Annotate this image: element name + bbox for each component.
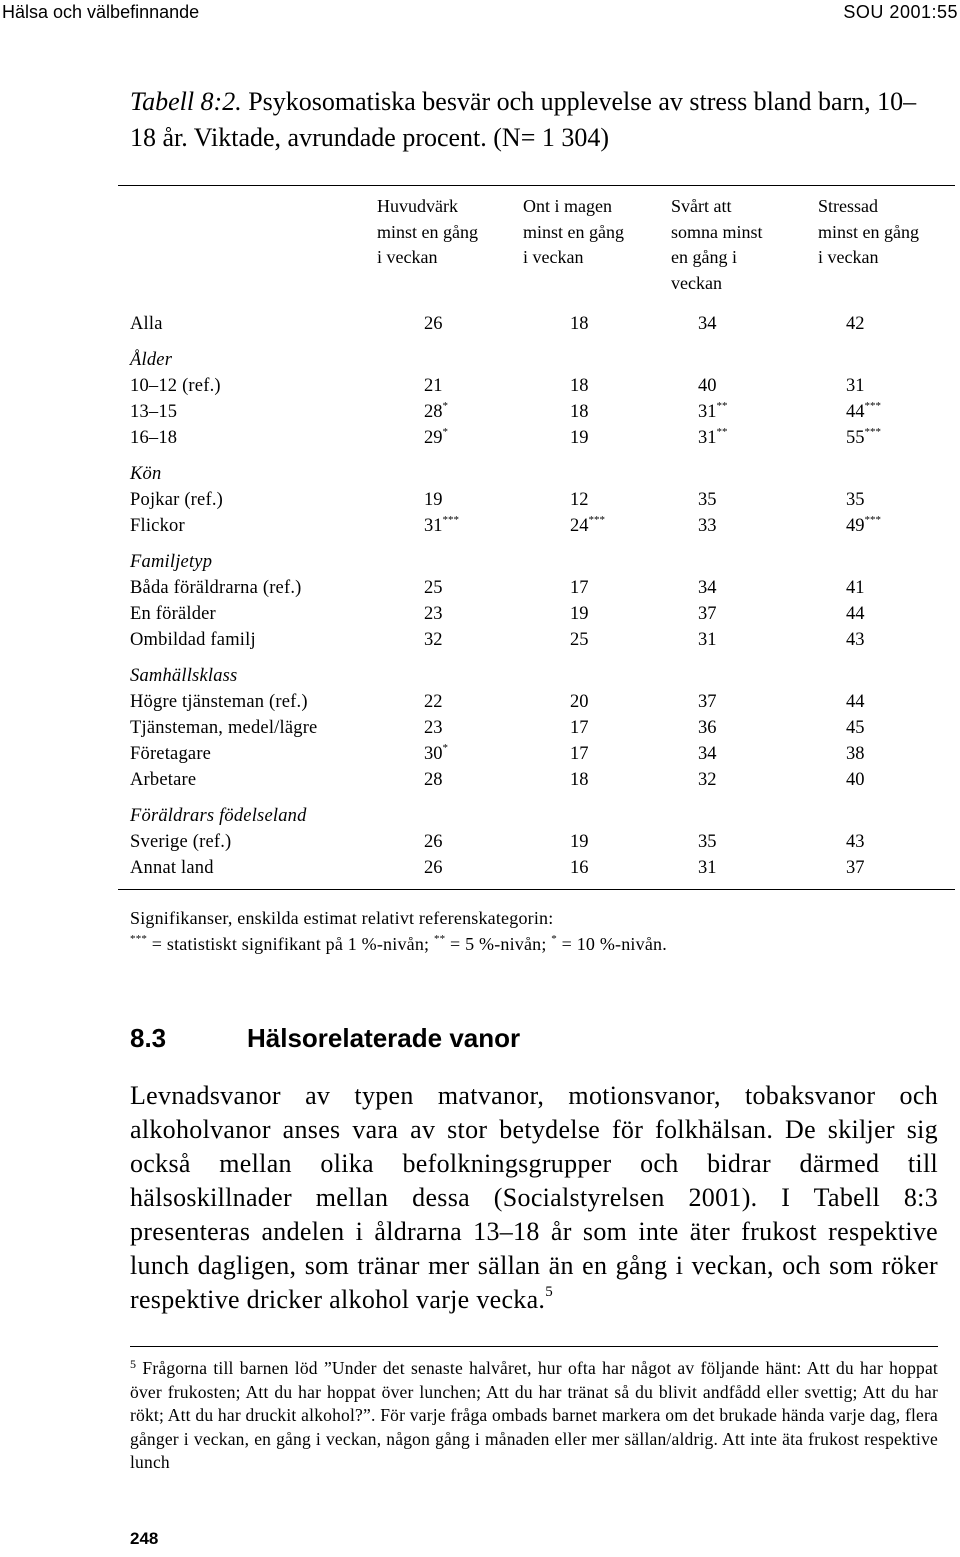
table-cell [424,399,448,425]
row-label: Företagare [130,744,212,764]
cell-value: 29 [424,428,443,448]
table-group-heading [0,461,960,487]
cell-value: 34 [698,578,717,598]
table-row [0,373,960,399]
table-cell [570,487,589,513]
column-header-line: Svårt att [671,196,732,216]
significance-marker: *** [442,514,459,526]
table-cell [698,425,728,451]
cell-value: 37 [698,604,717,624]
cell-value: 30 [424,744,443,764]
table-cell [698,855,717,881]
table-row [0,311,960,337]
table-cell [698,399,728,425]
table-cell [424,627,443,653]
cell-value: 28 [424,770,443,790]
cell-value: 25 [424,578,443,598]
cell-value: 32 [424,630,443,650]
group-label: Samhällsklass [130,666,238,686]
table-cell [570,399,589,425]
cell-value: 35 [698,832,717,852]
table-cell [570,601,589,627]
row-label: Tjänsteman, medel/lägre [130,718,318,738]
row-label: Sverige (ref.) [130,832,232,852]
table-cell [424,741,448,767]
cell-value: 49 [846,516,865,536]
table-cell [846,741,865,767]
cell-value: 17 [570,578,589,598]
cell-value: 35 [846,490,865,510]
table-row [0,741,960,767]
cell-value: 31 [698,402,717,422]
table-cell [846,627,865,653]
table-cell [424,311,443,337]
cell-value: 40 [698,376,717,396]
column-header-line: veckan [671,272,722,293]
group-label: Ålder [130,350,173,370]
table-cell [846,767,865,793]
cell-value: 18 [570,770,589,790]
table-cell [846,855,865,881]
row-label: 16–18 [130,428,178,448]
cell-value: 21 [424,376,443,396]
cell-value: 17 [570,744,589,764]
table-group-heading [0,549,960,575]
table-row [0,575,960,601]
table-row [0,487,960,513]
table-caption-label: Tabell 8:2. [130,87,242,116]
cell-value: 36 [698,718,717,738]
cell-value: 37 [698,692,717,712]
significance-marker: *** [588,514,605,526]
table-cell [424,829,443,855]
footnote-reference: 5 [545,1284,554,1300]
column-header-line: Ont i magen [523,196,612,216]
cell-value: 19 [570,604,589,624]
table-cell [846,487,865,513]
table-cell [698,627,717,653]
table-caption-text: Psykosomatiska besvär och upplevelse av stress bland barn, 10–18 år. Viktade, avrundade procent. (N= 1 304) [130,87,917,152]
significance-marker: *** [864,400,881,412]
row-label: Arbetare [130,770,197,790]
table-cell [570,373,589,399]
cell-value: 31 [698,858,717,878]
table-cell [698,311,717,337]
table-cell [570,741,589,767]
table-cell [846,601,865,627]
table-cell [846,399,881,425]
table-cell [698,829,717,855]
table-cell [570,425,589,451]
table-cell [570,715,589,741]
cell-value: 33 [698,516,717,536]
table-cell [424,689,443,715]
cell-value: 28 [424,402,443,422]
cell-value: 12 [570,490,589,510]
table-cell [424,601,443,627]
table-cell [424,575,443,601]
group-label: Kön [130,464,162,484]
cell-value: 31 [698,630,717,650]
footnote-text: Frågorna till barnen löd ”Under det senaste halvåret, hur ofta har något av följande hänt: Att du har hoppat över frukosten; Att du har hoppat över lunchen; Att du har tränat så du blivit andfådd eller svettig; Att du har rökt; Att du har druckit alkohol?”. För varje fråga ombads barnet markera om det brukade hända varje dag, flera gånger i veckan, en gång i veckan, någon gång i månaden eller mer sällan/aldrig. Att inte äta frukost respektive lunch [130,1358,938,1473]
cell-value: 42 [846,314,865,334]
table-cell [424,487,443,513]
row-label: Ombildad familj [130,630,256,650]
cell-value: 38 [846,744,865,764]
section-number: 8.3 [130,1023,167,1053]
table-group-heading [0,663,960,689]
table-note-line-1: Signifikanser, enskilda estimat relativt referenskategorin: [130,908,554,928]
footnote-separator [130,1346,938,1347]
row-label: Pojkar (ref.) [130,490,224,510]
running-header-title: Hälsa och välbefinnande [2,2,200,22]
table-cell [698,689,717,715]
cell-value: 37 [846,858,865,878]
body-paragraph: Levnadsvanor av typen matvanor, motionsvanor, tobaksvanor och alkoholvanor anses vara av stor betydelse för folkhälsan. De skiljer sig också mellan olika befolkningsgrupper och bidrar därmed till hälsoskillnader mellan dessa (Socialstyrelsen 2001). I Tabell 8:3 presenteras andelen i åldrarna 13–18 år som inte äter frukost respektive lunch dagligen, som tränar mer sällan än en gång i veckan, och som röker respektive dricker alkohol varje vecka.$^5$ [130,1081,938,1314]
significance-marker: * [442,400,448,412]
running-header-report-id: SOU 2001:55 [843,2,958,22]
cell-value: 16 [570,858,589,878]
column-header-1 [377,194,478,271]
footnote-marker: 5 [130,1357,137,1371]
column-header-line: en gång i [671,247,737,267]
cell-value: 18 [570,314,589,334]
cell-value: 24 [570,516,589,536]
cell-value: 18 [570,402,589,422]
table-cell [698,601,717,627]
column-header-line: minst en gång [377,221,478,242]
table-cell [698,513,717,539]
column-header-line: Huvudvärk [377,196,458,216]
table-group-heading [0,803,960,829]
footnote [130,1357,938,1475]
cell-value: 44 [846,692,865,712]
table-cell [846,373,865,399]
cell-value: 31 [424,516,443,536]
table-row [0,689,960,715]
table-top-rule [118,185,955,186]
cell-value: 22 [424,692,443,712]
table-cell [570,767,589,793]
table-cell [570,829,589,855]
row-label: Annat land [130,858,214,878]
cell-value: 20 [570,692,589,712]
table-row [0,767,960,793]
cell-value: 44 [846,604,865,624]
cell-value: 32 [698,770,717,790]
table-row [0,513,960,539]
column-header-line: minst en gång [818,221,919,242]
table-row [0,399,960,425]
cell-value: 23 [424,604,443,624]
significance-marker: * [442,426,448,438]
table-cell [846,715,865,741]
table-bottom-rule [118,889,955,890]
page-number: 248 [130,1529,159,1548]
table-cell [846,425,881,451]
table-row [0,829,960,855]
table-cell [570,513,605,539]
table-caption [130,84,940,156]
table-cell [424,767,443,793]
cell-value: 55 [846,428,865,448]
cell-value: 40 [846,770,865,790]
table-cell [698,487,717,513]
cell-value: 34 [698,744,717,764]
column-header-line: somna minst [671,221,763,242]
table-cell [570,627,589,653]
table-row [0,601,960,627]
column-header-line: minst en gång [523,221,624,242]
cell-value: 26 [424,314,443,334]
section-title: Hälsorelaterade vanor [247,1023,521,1053]
cell-value: 26 [424,858,443,878]
row-label: Båda föräldrarna (ref.) [130,578,302,598]
significance-marker: ** [716,426,728,438]
table-cell [698,741,717,767]
table-cell [424,373,443,399]
table-cell [846,689,865,715]
table-cell [698,575,717,601]
table-note [130,905,667,957]
row-label: Högre tjänsteman (ref.) [130,692,308,712]
table-row [0,425,960,451]
column-header-3 [671,194,763,296]
cell-value: 31 [698,428,717,448]
table-cell [424,715,443,741]
significance-marker: *** [864,426,881,438]
column-header-4 [818,194,919,271]
cell-value: 19 [570,832,589,852]
row-label: En förälder [130,604,216,624]
cell-value: 45 [846,718,865,738]
cell-value: 43 [846,630,865,650]
table-row [0,715,960,741]
cell-value: 18 [570,376,589,396]
table-cell [698,715,717,741]
cell-value: 19 [570,428,589,448]
row-label: 13–15 [130,402,178,422]
cell-value: 43 [846,832,865,852]
table-row [0,627,960,653]
group-label: Föräldrars födelseland [130,806,307,826]
table-cell [424,855,443,881]
table-row [0,855,960,881]
table-group-heading [0,347,960,373]
cell-value: 23 [424,718,443,738]
significance-marker: *** [864,514,881,526]
row-label: Flickor [130,516,185,536]
table-cell [698,767,717,793]
column-header-line: Stressad [818,196,878,216]
table-cell [846,829,865,855]
row-label: 10–12 (ref.) [130,376,221,396]
table-cell [846,575,865,601]
table-cell [570,311,589,337]
column-header-line: i veckan [377,247,438,267]
cell-value: 41 [846,578,865,598]
cell-value: 17 [570,718,589,738]
cell-value: 35 [698,490,717,510]
column-header-line: i veckan [523,247,584,267]
row-label: Alla [130,314,163,334]
table-cell [698,373,717,399]
table-cell [846,311,865,337]
significance-marker: ** [716,400,728,412]
cell-value: 34 [698,314,717,334]
cell-value: 31 [846,376,865,396]
table-cell [846,513,881,539]
section-heading [130,1021,520,1055]
group-label: Familjetyp [130,552,213,572]
column-header-2 [523,194,624,271]
cell-value: 44 [846,402,865,422]
cell-value: 26 [424,832,443,852]
table-note-line-2: *** = statistiskt signifikant på 1 %-nivån; ** = 5 %-nivån; * = 10 %-nivån. [130,933,667,954]
cell-value: 19 [424,490,443,510]
significance-marker: * [442,742,448,754]
table-cell [424,513,459,539]
table-cell [570,575,589,601]
table-cell [570,689,589,715]
table-cell [570,855,589,881]
cell-value: 25 [570,630,589,650]
column-header-line: i veckan [818,247,879,267]
table-cell [424,425,448,451]
